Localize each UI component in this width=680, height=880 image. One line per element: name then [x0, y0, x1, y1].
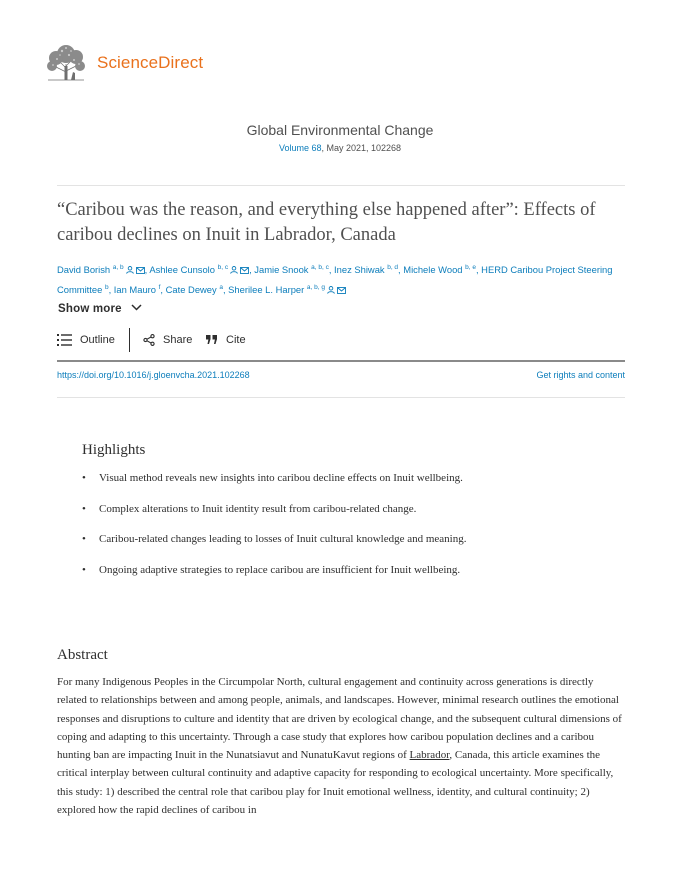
- list-item: [82, 528, 622, 559]
- affiliation-sup: a, b: [112, 264, 124, 271]
- affiliation-sup: a, b, c: [311, 264, 329, 271]
- affiliation-sup: b, d: [387, 264, 399, 271]
- author-name: Michele Wood: [403, 264, 463, 275]
- person-icon: [230, 262, 238, 279]
- affiliation-sup: a: [219, 284, 223, 291]
- author-link[interactable]: [149, 264, 249, 275]
- show-more-label: Show more: [58, 303, 122, 315]
- highlights-heading: Highlights: [82, 442, 146, 458]
- person-icon: [126, 262, 134, 279]
- mail-icon: [136, 262, 145, 279]
- highlight-text: Complex alterations to Inuit identity result from caribou-related change.: [99, 502, 417, 515]
- volume-info: [0, 143, 680, 153]
- affiliation-sup: b: [104, 284, 109, 291]
- toolbar-separator: [129, 328, 130, 352]
- article-toolbar: [57, 328, 357, 354]
- volume-link[interactable]: Volume 68: [278, 143, 322, 153]
- abstract-text: [57, 673, 625, 819]
- bullet: •: [82, 533, 86, 545]
- author-link[interactable]: [403, 264, 476, 275]
- highlight-text: Ongoing adaptive strategies to replace caribou are insufficient for Inuit wellbeing.: [99, 563, 461, 576]
- bullet: •: [82, 502, 86, 515]
- highlights-list: [82, 467, 622, 589]
- rights-link[interactable]: Get rights and content: [536, 370, 625, 380]
- share-icon: [143, 334, 155, 346]
- outline-button[interactable]: [57, 334, 115, 346]
- author-name: Jamie Snook: [254, 264, 309, 275]
- author-link[interactable]: [228, 284, 346, 295]
- affiliation-sup: b, e: [465, 264, 476, 271]
- quote-icon: [206, 335, 218, 345]
- bullet: •: [82, 472, 86, 484]
- doi-link[interactable]: https://doi.org/10.1016/j.gloenvcha.2021.102268: [57, 370, 250, 380]
- share-label: Share: [163, 334, 193, 346]
- chevron-down-icon: [131, 304, 142, 311]
- highlight-text: Caribou-related changes leading to losses of Inuit cultural knowledge and meaning.: [99, 533, 467, 545]
- elsevier-tree-logo[interactable]: [44, 42, 88, 82]
- cite-button[interactable]: [206, 334, 246, 346]
- author-name: Inez Shiwak: [334, 264, 385, 275]
- list-item: [82, 559, 622, 590]
- article-title: “Caribou was the reason, and everything else happened after”: Effects of caribou declines on Inuit in Labrador, Canada: [57, 200, 596, 245]
- affiliation-sup: f: [158, 284, 161, 291]
- volume-date: , May 2021, 102268: [321, 143, 402, 153]
- share-button[interactable]: [143, 334, 192, 346]
- labrador-link[interactable]: Labrador: [409, 749, 450, 762]
- author-list: David Borish $^{a, b}$ , Ashlee Cunsolo $^{b, c}$ , Jamie Snook $^{a, b, c}$, Inez Shiwak $^{b, d}$, Michele Wood $^{b, e}$, HERD Caribou Project Steering Committee $^b$, Ian Mauro $^f$, Cate Dewey $^a$, Sherilee L. Harper $^{a, b, g}$: [57, 259, 632, 299]
- divider: [57, 397, 625, 398]
- author-link[interactable]: [166, 284, 223, 295]
- abstract-text-part: , Canada, this article examines the critical interplay between cultural continuity and adaptive capacity for responding to ecological uncertainty. More specifically, this study: 1) described the central role that caribou play for Inuit emotional wellness, identity, and cultural continuity; 2) explored how the rapid declines of caribou in: [57, 749, 614, 817]
- show-more-button[interactable]: [58, 303, 142, 315]
- author-link[interactable]: [114, 284, 161, 295]
- outline-label: Outline: [80, 334, 115, 346]
- brand-name[interactable]: ScienceDirect: [97, 53, 204, 72]
- mail-icon: [240, 262, 249, 279]
- abstract-text-part: For many Indigenous Peoples in the Circumpolar North, cultural engagement and continuity across generations is directly related to relationships between and among people, animals, and landscapes. However, minimal research outlines the emotional responses and disruptions to culture and identity that are driven by ecological change, and the subsequent cultural dimensions of coping and adapting to this uncertainty. Through a case study that explores how caribou population declines and a caribou hunting ban are impacting Inuit in the Nunatsiavut and NunatuKavut regions of: [57, 676, 622, 762]
- divider: [57, 185, 625, 186]
- author-link[interactable]: [254, 264, 329, 275]
- list-item: [82, 498, 622, 529]
- highlight-text: Visual method reveals new insights into caribou decline effects on Inuit wellbeing.: [99, 472, 463, 484]
- cite-label: Cite: [226, 334, 246, 346]
- toolbar-divider: [57, 360, 625, 362]
- affiliation-sup: a, b, g: [306, 284, 325, 291]
- author-link[interactable]: [334, 264, 398, 275]
- author-name: Ashlee Cunsolo: [149, 264, 215, 275]
- author-name: Cate Dewey: [165, 284, 217, 295]
- bullet: •: [82, 563, 86, 576]
- site-header: [44, 42, 344, 84]
- abstract-heading: Abstract: [57, 647, 108, 663]
- author-link[interactable]: [57, 264, 145, 275]
- affiliation-sup: b, c: [217, 264, 229, 271]
- person-icon: [327, 282, 335, 299]
- mail-icon: [337, 282, 346, 299]
- journal-name[interactable]: Global Environmental Change: [246, 122, 434, 138]
- list-item: [82, 467, 622, 498]
- author-name: HERD Caribou Project Steering Committee: [57, 264, 613, 295]
- author-name: David Borish: [57, 264, 111, 275]
- outline-list-icon: [57, 334, 72, 346]
- author-name: Ian Mauro: [113, 284, 156, 295]
- author-name: Sherilee L. Harper: [228, 284, 305, 295]
